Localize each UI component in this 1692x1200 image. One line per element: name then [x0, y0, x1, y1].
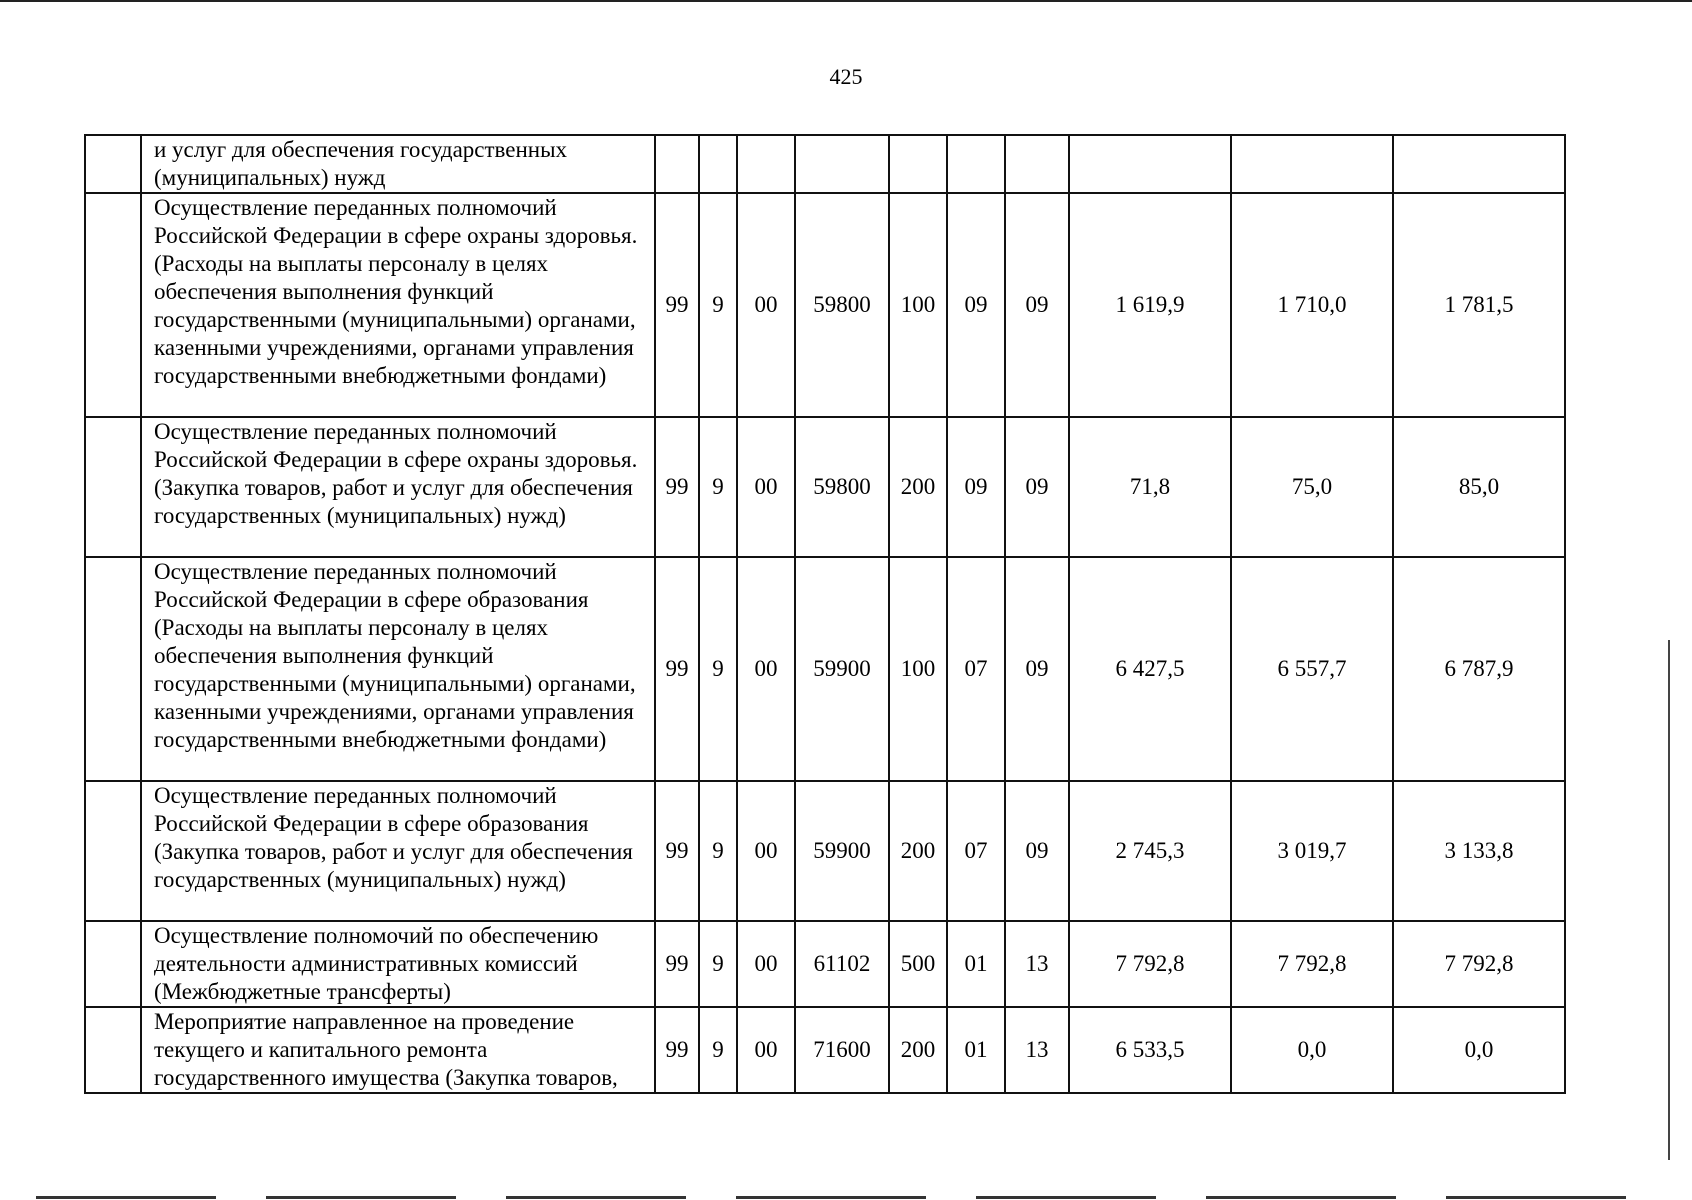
- amount-cell: 3 019,7: [1231, 781, 1393, 921]
- amount-cell: 0,0: [1231, 1007, 1393, 1093]
- description-cell: Мероприятие направленное на проведение текущего и капитального ремонта государственного имущества (Закупка товаров,: [141, 1007, 655, 1093]
- code-cell: 00: [737, 193, 795, 417]
- code-cell: 9: [699, 781, 737, 921]
- amount-cell: 1 710,0: [1231, 193, 1393, 417]
- amount-cell: 75,0: [1231, 417, 1393, 557]
- code-cell: [889, 135, 947, 193]
- code-cell: [655, 135, 699, 193]
- description-cell: Осуществление полномочий по обеспечению деятельности административных комиссий (Межбюджетные трансферты): [141, 921, 655, 1007]
- code-cell: 99: [655, 921, 699, 1007]
- code-cell: 200: [889, 1007, 947, 1093]
- amount-cell: 6 533,5: [1069, 1007, 1231, 1093]
- code-cell: 00: [737, 557, 795, 781]
- code-cell: 9: [699, 557, 737, 781]
- amount-cell: [1069, 135, 1231, 193]
- scan-border-top: [0, 0, 1692, 2]
- code-cell: 09: [1005, 781, 1069, 921]
- amount-cell: [1231, 135, 1393, 193]
- amount-cell: 1 619,9: [1069, 193, 1231, 417]
- code-cell: 99: [655, 557, 699, 781]
- code-cell: 59800: [795, 193, 889, 417]
- row-number-cell: [85, 1007, 141, 1093]
- code-cell: 01: [947, 1007, 1005, 1093]
- amount-cell: 3 133,8: [1393, 781, 1565, 921]
- code-cell: [699, 135, 737, 193]
- code-cell: 200: [889, 781, 947, 921]
- code-cell: 00: [737, 921, 795, 1007]
- code-cell: 200: [889, 417, 947, 557]
- code-cell: 99: [655, 417, 699, 557]
- code-cell: 99: [655, 1007, 699, 1093]
- amount-cell: 7 792,8: [1231, 921, 1393, 1007]
- amount-cell: 7 792,8: [1393, 921, 1565, 1007]
- amount-cell: 7 792,8: [1069, 921, 1231, 1007]
- code-cell: 59900: [795, 781, 889, 921]
- code-cell: 71600: [795, 1007, 889, 1093]
- code-cell: 100: [889, 193, 947, 417]
- code-cell: 13: [1005, 1007, 1069, 1093]
- amount-cell: 85,0: [1393, 417, 1565, 557]
- table-row: [85, 135, 1565, 193]
- code-cell: [737, 135, 795, 193]
- scan-border-bottom: [36, 1196, 1646, 1199]
- code-cell: 59900: [795, 557, 889, 781]
- code-cell: 07: [947, 557, 1005, 781]
- code-cell: 9: [699, 417, 737, 557]
- page-number: 425: [829, 64, 863, 89]
- code-cell: 09: [1005, 417, 1069, 557]
- row-number-cell: [85, 557, 141, 781]
- code-cell: 09: [1005, 193, 1069, 417]
- table-row: [85, 781, 1565, 921]
- code-cell: 07: [947, 781, 1005, 921]
- code-cell: 09: [947, 193, 1005, 417]
- amount-cell: [1393, 135, 1565, 193]
- code-cell: 61102: [795, 921, 889, 1007]
- code-cell: [947, 135, 1005, 193]
- table-row: [85, 921, 1565, 1007]
- row-number-cell: [85, 193, 141, 417]
- row-number-cell: [85, 135, 141, 193]
- code-cell: 00: [737, 417, 795, 557]
- code-cell: 09: [947, 417, 1005, 557]
- table-row: [85, 1007, 1565, 1093]
- code-cell: 500: [889, 921, 947, 1007]
- code-cell: 13: [1005, 921, 1069, 1007]
- code-cell: 100: [889, 557, 947, 781]
- row-number-cell: [85, 417, 141, 557]
- row-number-cell: [85, 781, 141, 921]
- code-cell: 00: [737, 1007, 795, 1093]
- amount-cell: 2 745,3: [1069, 781, 1231, 921]
- amount-cell: 6 787,9: [1393, 557, 1565, 781]
- amount-cell: 6 557,7: [1231, 557, 1393, 781]
- description-cell: Осуществление переданных полномочий Российской Федерации в сфере образования (Расходы на выплаты персоналу в целях обеспечения выполнения функций государственными (муниципальными) органами, казенными учреждениями, органами управления государственными внебюджетными фондами): [141, 557, 655, 781]
- code-cell: 59800: [795, 417, 889, 557]
- amount-cell: 71,8: [1069, 417, 1231, 557]
- description-cell: Осуществление переданных полномочий Российской Федерации в сфере охраны здоровья. (Расходы на выплаты персоналу в целях обеспечения выполнения функций государственными (муниципальными) органами, казенными учреждениями, органами управления государственными внебюджетными фондами): [141, 193, 655, 417]
- amount-cell: 0,0: [1393, 1007, 1565, 1093]
- code-cell: 99: [655, 781, 699, 921]
- amount-cell: 6 427,5: [1069, 557, 1231, 781]
- code-cell: 09: [1005, 557, 1069, 781]
- budget-table: [84, 134, 1566, 1094]
- code-cell: 9: [699, 1007, 737, 1093]
- code-cell: 01: [947, 921, 1005, 1007]
- code-cell: 9: [699, 193, 737, 417]
- code-cell: 99: [655, 193, 699, 417]
- code-cell: 9: [699, 921, 737, 1007]
- code-cell: [795, 135, 889, 193]
- code-cell: 00: [737, 781, 795, 921]
- table-row: [85, 417, 1565, 557]
- scan-border-right: [1668, 640, 1670, 1160]
- code-cell: [1005, 135, 1069, 193]
- table-row: [85, 557, 1565, 781]
- description-cell: Осуществление переданных полномочий Российской Федерации в сфере охраны здоровья. (Закупка товаров, работ и услуг для обеспечения государственных (муниципальных) нужд): [141, 417, 655, 557]
- row-number-cell: [85, 921, 141, 1007]
- description-cell: Осуществление переданных полномочий Российской Федерации в сфере образования (Закупка товаров, работ и услуг для обеспечения государственных (муниципальных) нужд): [141, 781, 655, 921]
- table-row: [85, 193, 1565, 417]
- amount-cell: 1 781,5: [1393, 193, 1565, 417]
- description-cell: и услуг для обеспечения государственных (муниципальных) нужд: [141, 135, 655, 193]
